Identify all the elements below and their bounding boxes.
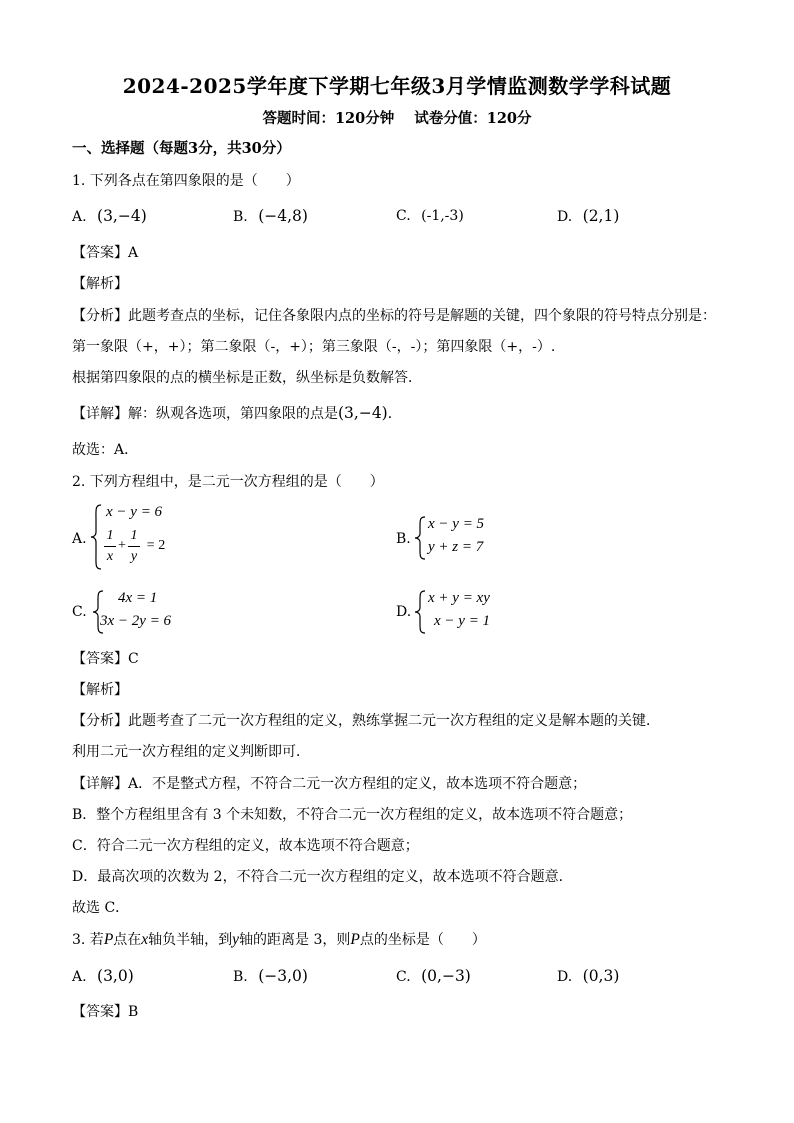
q2-option-d-system	[414, 588, 524, 636]
fraction-bar	[128, 546, 140, 547]
q2-a-num2: 1	[130, 528, 138, 543]
q2-d-line1: x + y = xy	[428, 590, 490, 606]
q3-var-x: x	[141, 931, 149, 948]
q3-option-b	[233, 966, 308, 987]
page-title: 2024-2025学年度下学期七年级3月学情监测数学学科试题	[122, 74, 672, 98]
q3-option-d-value: (0,3)	[582, 967, 620, 985]
q3-option-a	[72, 966, 134, 987]
q2-analysis-1: 【分析】此题考查了二元一次方程组的定义，熟练掌握二元一次方程组的定义是解本题的关键．	[72, 713, 660, 729]
q3-option-c-letter: C.	[396, 969, 411, 985]
brace-icon	[414, 590, 426, 634]
q3-stem-c: 轴负半轴，到	[148, 932, 233, 948]
q2-d-line2: x − y = 1	[434, 613, 491, 629]
q3-option-b-value: (−3,0)	[258, 967, 308, 985]
q3-stem-b: 点在	[113, 932, 142, 948]
q2-c-line2: 3x − 2y = 6	[100, 613, 172, 629]
q1-detail-text: 【详解】解：纵观各选项，第四象限的点是	[72, 406, 338, 422]
q1-option-b	[233, 206, 308, 227]
q1-detail	[72, 403, 402, 424]
q3-option-d-letter: D.	[557, 969, 573, 985]
q2-a-plus: +	[118, 538, 126, 553]
q2-b-line1: x − y = 5	[428, 516, 485, 532]
q2-a-den2: y	[130, 549, 138, 564]
q2-jiexi: 【解析】	[72, 682, 128, 698]
exam-info	[0, 107, 794, 128]
exam-score: 试卷分值：120分	[414, 110, 532, 127]
q1-option-a-letter: A.	[72, 209, 87, 225]
q2-a-num1: 1	[106, 528, 114, 543]
q2-detail-1: 【详解】A．不是整式方程，不符合二元一次方程组的定义，故本选项不符合题意；	[72, 776, 587, 792]
q2-detail-3: C．符合二元一次方程组的定义，故本选项不符合题意；	[72, 838, 419, 854]
q2-choose: 故选 C．	[72, 900, 130, 916]
q1-analysis-1: 【分析】此题考查点的坐标，记住各象限内点的坐标的符号是解题的关键，四个象限的符号特点分别是：	[72, 308, 716, 324]
q2-stem: 2. 下列方程组中，是二元一次方程组的是（ ）	[72, 474, 384, 490]
q1-option-c-letter: C.	[396, 208, 411, 224]
q1-jiexi: 【解析】	[72, 276, 128, 292]
q3-stem	[72, 930, 486, 950]
q1-option-d	[557, 206, 619, 227]
q1-option-d-value: (2,1)	[582, 207, 620, 225]
q3-var-p: P	[350, 931, 360, 948]
q2-option-d-letter: D.	[396, 604, 412, 620]
q2-b-line2: y + z = 7	[428, 539, 484, 555]
q3-option-b-letter: B.	[233, 969, 248, 985]
q2-answer: 【答案】C	[72, 651, 139, 667]
q3-stem-e: 点的坐标是（ ）	[359, 932, 486, 948]
q2-option-b-letter: B.	[396, 531, 411, 547]
q3-var-p: P	[103, 931, 114, 948]
q3-stem-a: 3. 若	[72, 932, 104, 948]
q3-option-c	[396, 966, 471, 987]
q2-a-den1: x	[106, 549, 114, 564]
q3-option-a-letter: A.	[72, 969, 87, 985]
q1-stem: 1. 下列各点在第四象限的是（ ）	[72, 173, 300, 189]
q1-option-b-value: (−4,8)	[258, 207, 308, 225]
fraction-bar	[104, 546, 116, 547]
q1-analysis-2: 第一象限（+，+）；第二象限（-，+）；第三象限（-，-）；第四象限（+，-）.	[72, 339, 556, 355]
q2-c-line1: 4x = 1	[118, 590, 158, 606]
section-heading: 一、选择题（每题3分，共30分）	[72, 140, 291, 157]
exam-time: 答题时间：120分钟	[262, 110, 395, 127]
q2-option-c-letter: C.	[72, 604, 87, 620]
q2-option-c-system	[92, 588, 202, 636]
q1-choose: 故选：A．	[72, 442, 139, 458]
q1-option-a-value: (3,−4)	[97, 207, 147, 225]
q3-var-y: y	[232, 931, 240, 948]
brace-icon	[90, 504, 102, 570]
q3-stem-d: 轴的距离是 3，则	[239, 932, 351, 948]
q1-option-c	[396, 206, 464, 226]
q2-a-line1: x − y = 6	[106, 504, 163, 520]
q1-option-d-letter: D.	[557, 209, 573, 225]
q2-option-a-letter: A.	[72, 531, 87, 547]
q1-detail-end: ．	[387, 406, 402, 422]
q2-option-a-system	[90, 502, 200, 572]
q3-answer: 【答案】B	[72, 1004, 139, 1020]
q3-option-d	[557, 966, 619, 987]
q1-option-a	[72, 206, 147, 227]
q1-analysis-3: 根据第四象限的点的横坐标是正数，纵坐标是负数解答．	[72, 370, 422, 386]
brace-icon	[414, 516, 426, 560]
q1-detail-point: (3,−4)	[338, 404, 388, 422]
q3-option-c-value: (0,−3)	[421, 967, 471, 985]
q2-option-b-system	[414, 514, 514, 562]
q2-detail-2: B．整个方程组里含有 3 个未知数，不符合二元一次方程组的定义，故本选项不符合题意；	[72, 807, 633, 823]
q1-option-c-value: (-1,-3)	[421, 208, 464, 224]
q2-detail-4: D．最高次项的次数为 2，不符合二元一次方程组的定义，故本选项不符合题意．	[72, 869, 573, 885]
q2-analysis-2: 利用二元一次方程组的定义判断即可．	[72, 744, 310, 760]
q3-option-a-value: (3,0)	[97, 967, 134, 985]
q1-answer: 【答案】A	[72, 245, 139, 261]
q1-option-b-letter: B.	[233, 209, 248, 225]
q2-a-eq: = 2	[146, 538, 166, 553]
